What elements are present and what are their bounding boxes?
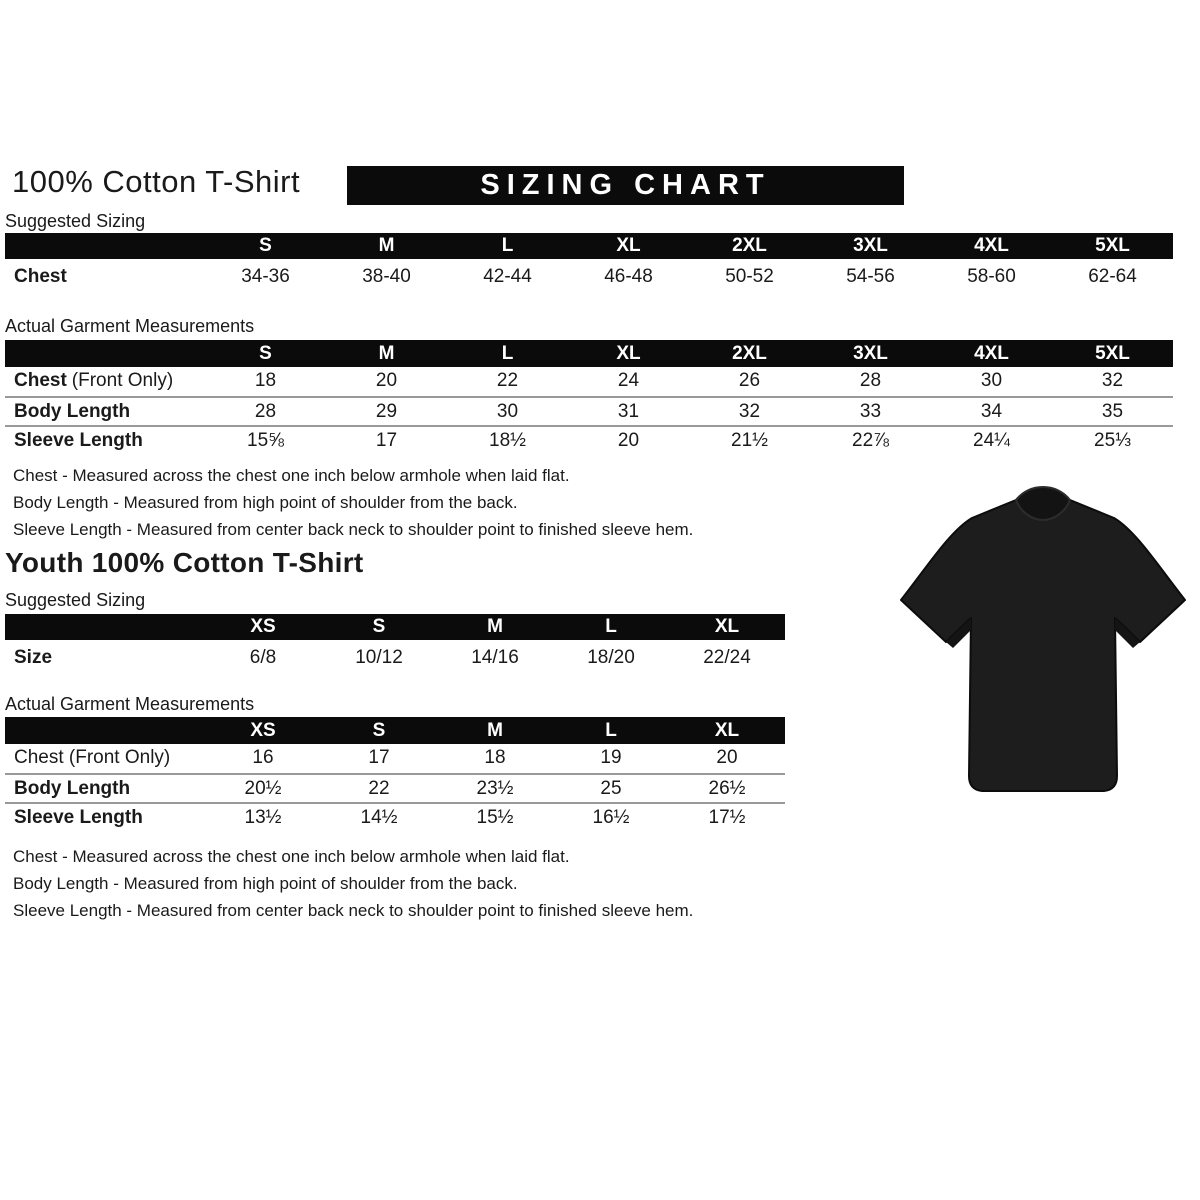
measurement-cell: 22 xyxy=(496,370,519,391)
table-row xyxy=(5,640,785,676)
measurement-cell: 18 xyxy=(254,370,277,391)
size-cell: 62-64 xyxy=(1088,266,1137,287)
measurement-cell: 16½ xyxy=(592,807,630,828)
column-header: 5XL xyxy=(1095,343,1130,364)
size-cell: 46-48 xyxy=(604,266,653,287)
measurement-note: Sleeve Length - Measured from center back neck to shoulder point to finished sleeve hem. xyxy=(13,901,694,920)
measurement-cell: 32 xyxy=(738,401,761,422)
measurement-cell: 19 xyxy=(600,747,622,768)
row-label: Chest (Front Only) xyxy=(14,747,171,768)
youth-actual-measurements-label: Actual Garment Measurements xyxy=(5,694,255,714)
header-spacer xyxy=(5,614,205,640)
youth-page-title: Youth 100% Cotton T-Shirt xyxy=(5,547,364,578)
measurement-cell: 20 xyxy=(617,430,640,451)
header-spacer xyxy=(5,340,205,367)
measurement-cell: 18 xyxy=(484,747,506,768)
table-row xyxy=(5,802,785,831)
row-label: Sleeve Length xyxy=(14,807,143,828)
youth-actual-header-row xyxy=(5,717,785,744)
table-row xyxy=(5,744,785,773)
tshirt-body xyxy=(901,493,1185,791)
measurement-cell: 14½ xyxy=(360,807,398,828)
column-header: L xyxy=(501,235,514,256)
table-row xyxy=(5,396,1173,425)
adult-actual-table xyxy=(5,340,1173,454)
column-header: S xyxy=(259,235,272,256)
measurement-cell: 20 xyxy=(716,747,738,768)
measurement-cell: 24 xyxy=(617,370,640,391)
column-header: XL xyxy=(714,720,740,741)
measurement-note: Body Length - Measured from high point of shoulder from the back. xyxy=(13,874,518,893)
measurement-cell: 17½ xyxy=(708,807,746,828)
youth-actual-table xyxy=(5,717,785,831)
header-spacer xyxy=(5,717,205,744)
column-header: M xyxy=(487,720,503,741)
adult-suggested-sizing-label: Suggested Sizing xyxy=(5,211,146,231)
size-cell: 54-56 xyxy=(846,266,895,287)
measurement-cell: 34 xyxy=(980,401,1003,422)
column-header: M xyxy=(378,235,395,256)
measurement-note: Chest - Measured across the chest one inch below armhole when laid flat. xyxy=(13,466,570,485)
measurement-cell: 16 xyxy=(252,747,274,768)
adult-actual-header-row xyxy=(5,340,1173,367)
size-cell: 42-44 xyxy=(483,266,532,287)
column-header: XS xyxy=(250,720,276,741)
black-tshirt-photo xyxy=(893,478,1193,818)
table-row xyxy=(5,367,1173,396)
column-header: S xyxy=(259,343,272,364)
size-cell: 14/16 xyxy=(471,647,519,668)
measurement-cell: 31 xyxy=(617,401,640,422)
measurement-cell: 23½ xyxy=(476,778,514,799)
measurement-cell: 17 xyxy=(368,747,390,768)
measurement-cell: 20 xyxy=(375,370,398,391)
row-label: Sleeve Length xyxy=(14,430,143,451)
row-label-bold: Chest xyxy=(14,370,67,391)
column-header: S xyxy=(372,616,386,637)
column-header: M xyxy=(378,343,395,364)
measurement-cell: 26½ xyxy=(708,778,746,799)
size-cell: 34-36 xyxy=(241,266,290,287)
column-header: 5XL xyxy=(1095,235,1130,256)
column-header: 2XL xyxy=(732,235,767,256)
row-label: Body Length xyxy=(14,401,131,422)
size-cell: 6/8 xyxy=(249,647,277,668)
youth-suggested-header-row xyxy=(5,614,785,640)
column-header: 3XL xyxy=(853,343,888,364)
measurement-note: Chest - Measured across the chest one inch below armhole when laid flat. xyxy=(13,847,570,866)
column-header: 4XL xyxy=(974,343,1009,364)
column-header: 3XL xyxy=(853,235,888,256)
row-label xyxy=(5,367,205,396)
measurement-cell: 20½ xyxy=(244,778,282,799)
measurement-cell: 24¼ xyxy=(973,430,1010,451)
measurement-cell: 21½ xyxy=(731,430,768,451)
measurement-cell: 15⅝ xyxy=(247,430,284,451)
measurement-cell: 28 xyxy=(254,401,277,422)
measurement-cell: 35 xyxy=(1101,401,1124,422)
table-row xyxy=(5,259,1173,295)
measurement-cell: 29 xyxy=(375,401,398,422)
sizing-chart-banner: SIZING CHART xyxy=(347,166,904,205)
measurement-cell: 30 xyxy=(496,401,519,422)
measurement-cell: 22 xyxy=(368,778,390,799)
size-cell: 22/24 xyxy=(703,647,751,668)
tshirt-image xyxy=(893,478,1193,818)
size-cell: 10/12 xyxy=(355,647,403,668)
adult-suggested-header-row xyxy=(5,233,1173,259)
page-title: 100% Cotton T-Shirt xyxy=(12,164,301,199)
measurement-note: Sleeve Length - Measured from center back neck to shoulder point to finished sleeve hem. xyxy=(13,520,694,539)
table-row xyxy=(5,425,1173,454)
adult-measurement-notes xyxy=(13,462,693,543)
measurement-cell: 25 xyxy=(600,778,622,799)
table-row xyxy=(5,773,785,802)
row-label: Body Length xyxy=(14,778,131,799)
column-header: M xyxy=(487,616,503,637)
measurement-cell: 15½ xyxy=(476,807,514,828)
row-label: Size xyxy=(14,647,53,668)
column-header: S xyxy=(372,720,386,741)
size-cell: 58-60 xyxy=(967,266,1016,287)
measurement-cell: 28 xyxy=(859,370,882,391)
measurement-cell: 18½ xyxy=(489,430,526,451)
youth-suggested-sizing-label: Suggested Sizing xyxy=(5,590,146,610)
size-cell: 38-40 xyxy=(362,266,411,287)
row-label-rest: (Front Only) xyxy=(71,370,174,391)
column-header: XL xyxy=(616,235,641,256)
size-cell: 50-52 xyxy=(725,266,774,287)
youth-suggested-table xyxy=(5,614,785,676)
column-header: 2XL xyxy=(732,343,767,364)
adult-suggested-table xyxy=(5,233,1173,295)
column-header: 4XL xyxy=(974,235,1009,256)
adult-actual-measurements-label: Actual Garment Measurements xyxy=(5,316,255,336)
measurement-cell: 32 xyxy=(1101,370,1124,391)
column-header: L xyxy=(501,343,514,364)
row-label: Chest xyxy=(14,266,67,287)
column-header: XS xyxy=(250,616,276,637)
measurement-cell: 26 xyxy=(738,370,761,391)
measurement-note: Body Length - Measured from high point of shoulder from the back. xyxy=(13,493,518,512)
measurement-cell: 13½ xyxy=(244,807,282,828)
column-header: XL xyxy=(714,616,740,637)
measurement-cell: 17 xyxy=(375,430,398,451)
youth-measurement-notes xyxy=(13,843,693,924)
column-header: L xyxy=(605,616,617,637)
measurement-cell: 22⅞ xyxy=(852,430,889,451)
measurement-cell: 33 xyxy=(859,401,882,422)
column-header: XL xyxy=(616,343,641,364)
header-spacer xyxy=(5,233,205,259)
column-header: L xyxy=(605,720,617,741)
size-cell: 18/20 xyxy=(587,647,635,668)
measurement-cell: 30 xyxy=(980,370,1003,391)
measurement-cell: 25⅓ xyxy=(1094,430,1131,451)
